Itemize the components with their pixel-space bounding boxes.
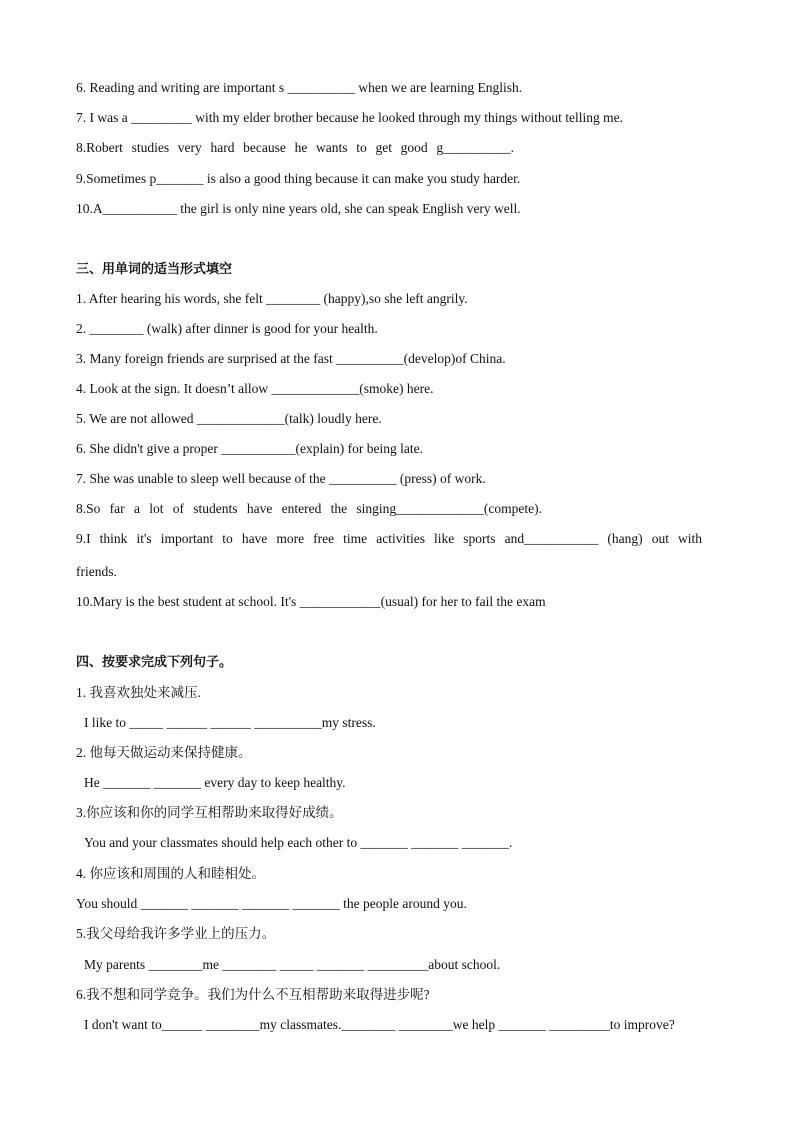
exercise-item: 3. Many foreign friends are surprised at the fast __________(develop)of China. <box>76 351 506 366</box>
section-heading: 四、按要求完成下列句子。 <box>76 655 233 670</box>
exercise-answer-line: My parents ________me ________ _____ _______ _________about school. <box>84 957 501 972</box>
exercise-item: 10.A___________ the girl is only nine years old, she can speak English very well. <box>76 201 521 216</box>
exercise-item: 2. ________ (walk) after dinner is good for your health. <box>76 321 378 336</box>
exercise-answer-line: He _______ _______ every day to keep healthy. <box>84 775 346 790</box>
exercise-prompt: 2. 他每天做运动来保持健康。 <box>76 745 252 760</box>
exercise-answer-line: I like to _____ ______ ______ __________my stress. <box>84 715 376 730</box>
exercise-item: 8.So far a lot of students have entered the singing_____________(compete). <box>76 501 542 516</box>
exercise-item: 9.Sometimes p_______ is also a good thing because it can make you study harder. <box>76 171 521 186</box>
exercise-prompt: 4. 你应该和周围的人和睦相处。 <box>76 866 265 881</box>
exercise-item: 4. Look at the sign. It doesn’t allow _____________(smoke) here. <box>76 381 434 396</box>
exercise-answer-line: You and your classmates should help each other to _______ _______ _______. <box>84 835 513 850</box>
exercise-prompt: 1. 我喜欢独处来减压. <box>76 685 201 700</box>
exercise-item: 7. I was a _________ with my elder brother because he looked through my things without telling me. <box>76 110 624 125</box>
exercise-answer-line: You should _______ _______ _______ _______ the people around you. <box>76 896 467 911</box>
exercise-item-continued: friends. <box>76 564 117 579</box>
exercise-item: 7. She was unable to sleep well because of the __________ (press) of work. <box>76 471 486 486</box>
section-heading: 三、用单词的适当形式填空 <box>76 262 233 277</box>
exercise-prompt: 6.我不想和同学竞争。我们为什么不互相帮助来取得进步呢? <box>76 987 430 1002</box>
exercise-answer-line: I don't want to______ ________my classmates.________ ________we help _______ _________to improve? <box>84 1017 675 1032</box>
exercise-item: 6. She didn't give a proper ___________(explain) for being late. <box>76 441 423 456</box>
exercise-prompt: 3.你应该和你的同学互相帮助来取得好成绩。 <box>76 805 343 820</box>
exercise-item: 8.Robert studies very hard because he wants to get good g__________. <box>76 140 514 155</box>
exercise-item: 1. After hearing his words, she felt ________ (happy),so she left angrily. <box>76 291 468 306</box>
exercise-item: 5. We are not allowed _____________(talk) loudly here. <box>76 411 382 426</box>
exercise-prompt: 5.我父母给我许多学业上的压力。 <box>76 926 276 941</box>
exercise-item: 9.I think it's important to have more free time activities like sports and___________ (hang) out with <box>76 531 702 546</box>
exercise-item: 10.Mary is the best student at school. It's ____________(usual) for her to fail the exam <box>76 594 546 609</box>
exercise-item: 6. Reading and writing are important s __________ when we are learning English. <box>76 80 523 95</box>
